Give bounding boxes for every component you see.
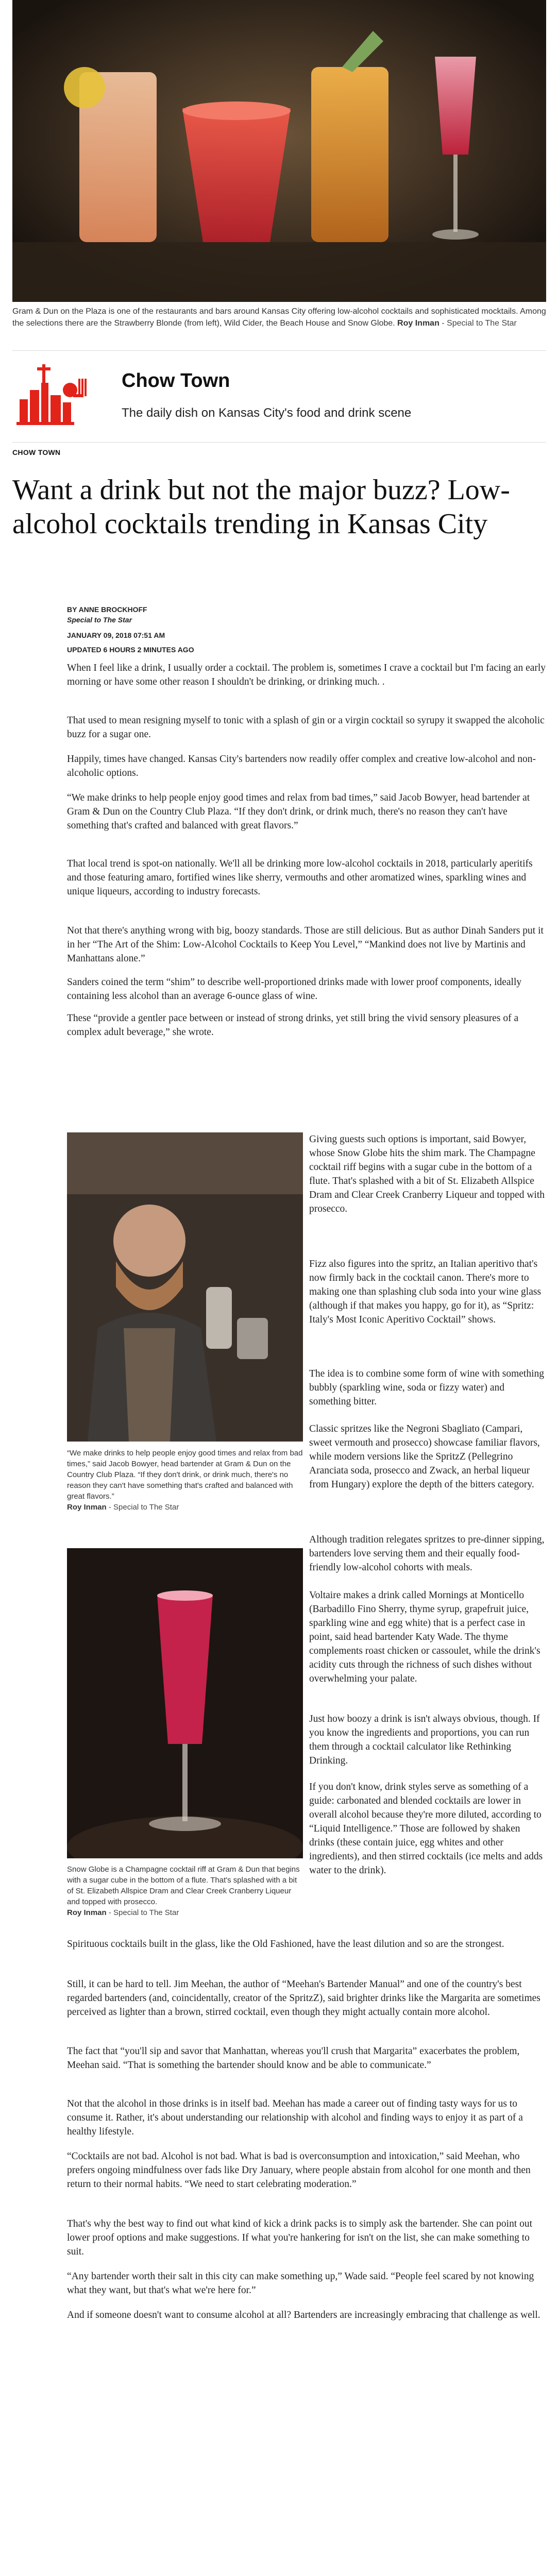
- updated-time: UPDATED 6 HOURS 2 MINUTES AGO: [67, 646, 194, 654]
- hero-caption-text: Gram & Dun on the Plaza is one of the restaurants and bars around Kansas City offering low-alcohol cocktails and sophisticated mocktails. Among the selections there are the Strawberry Blonde (from left), Wild Cider, the Beach House and Snow Globe.: [12, 307, 546, 328]
- paragraph: Happily, times have changed. Kansas City's bartenders now readily offer complex and creative low-alcohol and non-alcoholic options.: [67, 754, 536, 778]
- publish-date: JANUARY 09, 2018 07:51 AM: [67, 631, 165, 639]
- paragraph: Still, it can be hard to tell. Jim Meehan, the author of “Meehan's Bartender Manual” and one of the country's best regarded bartenders (and, coincidentally, creator of the SpritzZ), said brighter drinks like the Margarita are sometimes perceived as lighter than a brown, stirred cocktail, even though they might actually contain more alcohol.: [67, 1979, 540, 2018]
- photo1-credit-source: - Special to The Star: [106, 1503, 179, 1512]
- paragraph: Voltaire makes a drink called Mornings at Monticello (Barbadillo Fino Sherry, thyme syrup, grapefruit juice, sparkling wine and egg white) that is a perfect case in point, said head bartender Katy Wade. The thyme complements roast chicken or cassoulet, while the drink's acidity cuts through the richness of such dishes without overwhelming your palate.: [309, 1590, 540, 1684]
- divider: [12, 442, 546, 443]
- paragraph: Fizz also figures into the spritz, an Italian aperitivo that's now firmly back in the cocktail canon. There's more to making one than splashing club soda into your wine glass (although if that makes you happy, go for it), as “Spritz: Italy's Most Iconic Aperitivo Cocktail” shows.: [309, 1259, 542, 1325]
- author-name[interactable]: BY ANNE BROCKHOFF: [67, 605, 147, 614]
- paragraph: That's why the best way to find out what kind of kick a drink packs is to simply ask the bartender. She can point out lower proof options and make suggestions. If what you're hankering for isn't on the list, she can make something to suit.: [67, 2218, 533, 2257]
- paragraph: Sanders coined the term “shim” to describe well-proportioned drinks made with lower proof components, ideally containing less alcohol than an average 6-ounce glass of wine.: [67, 977, 522, 1002]
- paragraph: If you don't know, drink styles serve as something of a guide: carbonated and blended cocktails are lower in overall alcohol because they're more diluted, according to “Liquid Intelligence.” Those are followed by shaken drinks (these contain juice, egg whites and other ingredients), and then stirred cocktails (ice melts and adds water to the drink).: [309, 1782, 543, 1876]
- cocktails-image: [12, 0, 546, 302]
- article-headline: Want a drink but not the major buzz? Low-alcohol cocktails trending in Kansas City: [12, 474, 510, 540]
- paragraph: “Cocktails are not bad. Alcohol is not bad. What is bad is overconsumption and intoxication,” said Meehan, who prefers ongoing mindfulness over fads like Dry January, where people abstain from alcohol for one month and then return to their normal habits. “We need to start celebrating moderation.”: [67, 2151, 531, 2190]
- photo2-caption-text: Snow Globe is a Champagne cocktail riff at Gram & Dun that begins with a sugar cube in the bottom of a flute. That's splashed with a bit of St. Elizabeth Allspice Dram and Clear Creek Cranberry Liqueur and topped with prosecco.: [67, 1865, 300, 1906]
- paragraph: The idea is to combine some form of wine with something bubbly (sparkling wine, soda or fizzy water) and something bitter.: [309, 1368, 544, 1407]
- paragraph: The fact that “you'll sip and savor that Manhattan, whereas you'll crush that Margarita” exacerbates the problem, Meehan said. “That is something the bartender should know and be able to communicate.”: [67, 2046, 520, 2071]
- section-label[interactable]: CHOW TOWN: [12, 448, 61, 456]
- hero-caption: [12, 306, 546, 329]
- paragraph: And if someone doesn't want to consume alcohol at all? Bartenders are increasingly embracing that challenge as well.: [67, 2310, 540, 2320]
- paragraph: “Any bartender worth their salt in this city can make something up,” Wade said. “People feel scared by not knowing what they want, but that's what we're here for.”: [67, 2271, 534, 2296]
- author-org: Special to The Star: [67, 616, 132, 624]
- photo2-credit-name: Roy Inman: [67, 1908, 107, 1917]
- bartender-photo[interactable]: [67, 1132, 303, 1442]
- paragraph: Not that the alcohol in those drinks is in itself bad. Meehan has made a career out of finding tasty ways for us to consume it. Rather, it's about understanding our relationship with alcohol and finding ways to enjoy it as part of a healthy lifestyle.: [67, 2098, 523, 2137]
- snow-globe-image: [67, 1548, 303, 1858]
- divider: [12, 350, 546, 351]
- paragraph: Just how boozy a drink is isn't always obvious, though. If you know the ingredients and proportions, you can run them through a cocktail calculator like Rethinking Drinking.: [309, 1714, 540, 1766]
- paragraph: Although tradition relegates spritzes to pre-dinner sipping, bartenders love serving them and their equally food-friendly low-alcohol cohorts with meals.: [309, 1534, 545, 1573]
- bartender-photo-caption: [67, 1448, 303, 1513]
- paragraph: That local trend is spot-on nationally. We'll all be drinking more low-alcohol cocktails in 2018, particularly aperitifs and those featuring amaro, fortified wines like sherry, vermouths and other aromatized wines, sparkling wines and unique liqueurs, according to industry forecasts.: [67, 858, 533, 897]
- photo1-caption-text: “We make drinks to help people enjoy good times and relax from bad times,” said Jacob Bowyer, head bartender at Gram & Dun on the Country Club Plaza. “If they don't drink, or drink much, there's no reason they can't have something that's crafted and balanced with great flavors.”: [67, 1449, 303, 1501]
- paragraph: “We make drinks to help people enjoy good times and relax from bad times,” said Jacob Bowyer, head bartender at Gram & Dun on the Country Club Plaza. “If they don't drink, or drink much, there's no reason they can't have something that's crafted and balanced with great flavors.”: [67, 792, 530, 831]
- photo1-credit-name: Roy Inman: [67, 1503, 107, 1512]
- paragraph: Classic spritzes like the Negroni Sbagliato (Campari, sweet vermouth and prosecco) showcase familiar flavors, while modern versions like the SpritzZ (Pellegrino Aranciata soda, prosecco and Zwack, an herbal liqueur from Hungary) explore the depth of the bitters category.: [309, 1423, 540, 1490]
- chow-town-subtitle: The daily dish on Kansas City's food and drink scene: [122, 406, 412, 420]
- chow-town-title[interactable]: Chow Town: [122, 370, 230, 392]
- bartender-image: [67, 1132, 303, 1442]
- paragraph: Not that there's anything wrong with big, boozy standards. Those are still delicious. But as author Dinah Sanders put it in her “The Art of the Shim: Low-Alcohol Cocktails to Keep You Level,” “Mankind does not live by Martinis and Manhattans alone.”: [67, 925, 544, 964]
- paragraph: Spirituous cocktails built in the glass, like the Old Fashioned, have the least dilution and so are the strongest.: [67, 1939, 504, 1950]
- paragraph: Giving guests such options is important, said Bowyer, whose Snow Globe hits the shim mark. The Champagne cocktail riff begins with a sugar cube in the bottom of a flute. That's splashed with a bit of St. Elizabeth Allspice Dram and Clear Creek Cranberry Liqueur and topped with prosecco.: [309, 1134, 545, 1214]
- snow-globe-photo-caption: [67, 1864, 303, 1918]
- chow-town-logo[interactable]: [12, 358, 90, 435]
- hero-photo[interactable]: [12, 0, 546, 302]
- photo2-credit-source: - Special to The Star: [106, 1908, 179, 1917]
- hero-credit-source: - Special to The Star: [439, 319, 517, 328]
- snow-globe-photo[interactable]: [67, 1548, 303, 1858]
- hero-credit-name: Roy Inman: [397, 319, 439, 328]
- paragraph: When I feel like a drink, I usually order a cocktail. The problem is, sometimes I crave a cocktail but I'm facing an early morning or have some other reason I shouldn't be drinking, or drinking much. .: [67, 663, 546, 687]
- paragraph: That used to mean resigning myself to tonic with a splash of gin or a virgin cocktail so syrupy it swapped the alcoholic buzz for a sugar one.: [67, 715, 545, 740]
- paragraph: These “provide a gentler pace between or instead of strong drinks, yet still bring the vivid sensory pleasures of a complex adult beverage,” she wrote.: [67, 1013, 519, 1038]
